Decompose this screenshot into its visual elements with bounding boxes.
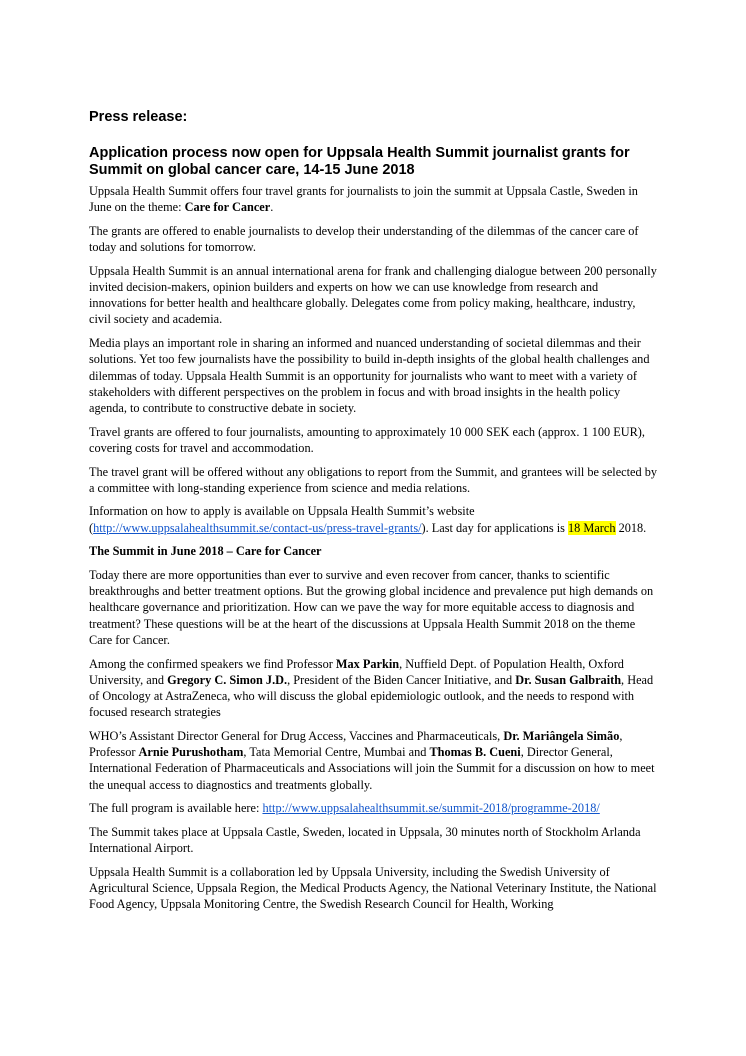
speakers-text-a: Among the confirmed speakers we find Professor [89,656,336,671]
speaker-name: Dr. Susan Galbraith [515,672,622,687]
speakers2-text-a: WHO’s Assistant Director General for Drug Access, Vaccines and Pharmaceuticals, [89,728,504,743]
paragraph-grants-purpose: The grants are offered to enable journalists to develop their understanding of the dilemmas of the cancer care of today and solutions for tomorrow. [89,223,639,255]
speaker-name: Thomas B. Cueni [429,745,521,760]
deadline-year: 2018. [615,520,647,535]
program-text: The full program is available here: [89,801,263,816]
press-release-label: Press release: [89,109,188,125]
paragraph-full-program [89,800,657,816]
deadline-highlight: 18 March [568,520,616,535]
speakers2-text-c: , Tata Memorial Centre, Mumbai and [243,745,430,760]
press-travel-grants-link[interactable]: http://www.uppsalahealthsummit.se/contact-us/press-travel-grants/ [93,520,422,535]
speakers-text-d: , Head of Oncology at AstraZeneca, who will discuss the global epidemiologic outlook, and the needs to respond with focused research strategies [89,672,654,720]
paragraph-media-role: Media plays an important role in sharing an informed and nuanced understanding of societal dilemmas and their solutions. Yet too few journalists have the possibility to build in-depth insights of the global health challenges and dilemmas of today. Uppsala Health Summit is an opportunity for journalists who want to meet with a variety of stakeholders with different perspectives on the problem in focus and with broad insights in the health policy agenda, to contribute to constructive debate in society. [89,336,650,415]
paragraph-how-to-apply [89,503,657,535]
paragraph-obligations: The travel grant will be offered without any obligations to report from the Summit, and grantees will be selected by a committee with long-standing experience from science and media relations. [89,464,658,495]
paragraph-cancer-context: Today there are more opportunities than ever to survive and even recover from cancer, thanks to scientific breakthroughs and better treatment options. But the growing global incidence and prevalence put high demands on healthcare governance and prioritization. How can we pave the way for more equitable access to diagnosis and treatment? These questions will be at the heart of the discussions at Uppsala Health Summit 2018 on the theme Care for Cancer. [89,568,654,647]
speaker-name: Max Parkin [335,656,400,671]
speakers2-text-d: , Director General, International Federation of Pharmaceuticals and Associations will join the Summit for a discussion on how to meet the unequal access to diagnostics and treatments globally. [89,745,655,792]
paragraph-speakers-1 [89,656,657,721]
theme-bold: Care for Cancer [184,200,271,215]
paragraph-location: The Summit takes place at Uppsala Castle, Sweden, located in Uppsala, 30 minutes north of Stockholm Arlanda International Airport. [89,824,641,856]
section-heading: The Summit in June 2018 – Care for Cancer [89,544,322,559]
paragraph-intro [89,183,657,215]
paragraph-speakers-2 [89,728,657,793]
deadline-text: ). Last day for applications is [421,520,569,535]
programme-link[interactable]: http://www.uppsalahealthsummit.se/summit-2018/programme-2018/ [262,801,600,816]
intro-period: . [270,200,274,215]
paragraph-summit-description: Uppsala Health Summit is an annual international arena for frank and challenging dialogue between 200 personally invited decision-makers, opinion builders and experts on how we can use knowledge from research and innovations for better health and healthcare globally. Delegates come from policy making, healthcare, industry, civil society and academia. [89,263,657,327]
apply-text: Information on how to apply is available on Uppsala Health Summit’s website ( [89,504,475,535]
speakers2-text-b: , Professor [89,728,623,760]
document-page [89,108,657,920]
speakers-text-c: , President of the Biden Cancer Initiative, and [287,672,516,687]
speakers-text-b: , Nuffield Dept. of Population Health, Oxford University, and [89,656,624,687]
paragraph-collaboration: Uppsala Health Summit is a collaboration led by Uppsala University, including the Swedish University of Agricultural Science, Uppsala Region, the Medical Products Agency, the National Veterinary Institute, the National Food Agency, Uppsala Monitoring Centre, the Swedish Research Council for Health, Working [89,864,657,912]
speaker-name: Gregory C. Simon J.D. [167,672,288,687]
speaker-name: Dr. Mariângela Simão [503,728,620,743]
paragraph-grant-amount: Travel grants are offered to four journalists, amounting to approximately 10 000 SEK each (approx. 1 100 EUR), covering costs for travel and accommodation. [89,424,645,455]
intro-text: Uppsala Health Summit offers four travel grants for journalists to join the summit at Uppsala Castle, Sweden in June on the theme: [89,184,638,215]
page-title: Application process now open for Uppsala Health Summit journalist grants for Summit on global cancer care, 14-15 June 2018 [89,145,630,178]
speaker-name: Arnie Purushotham [138,745,244,760]
